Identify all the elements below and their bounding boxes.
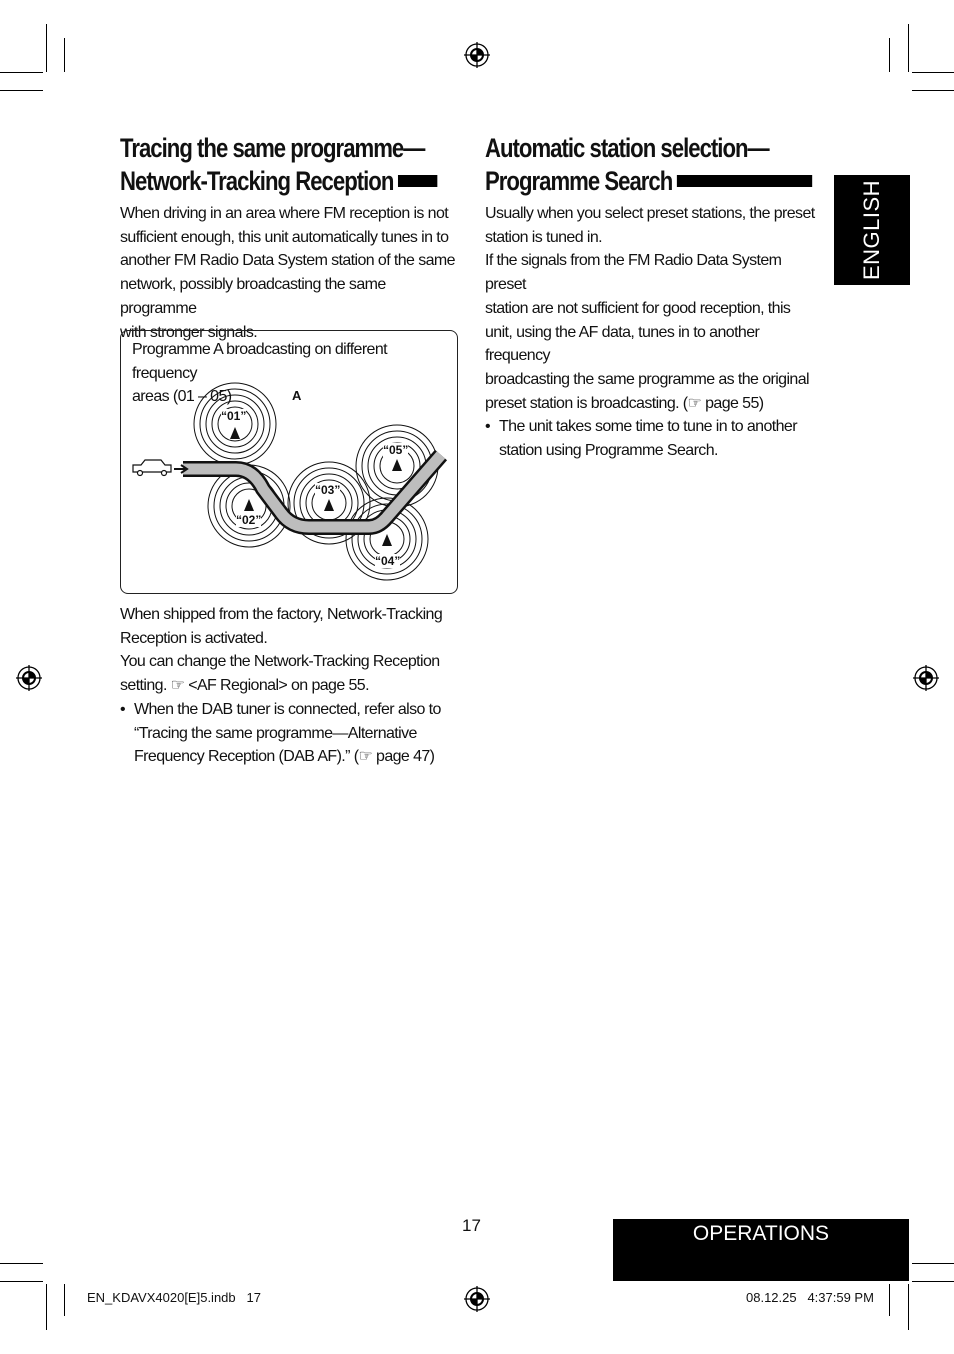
crop-mark (0, 72, 43, 73)
right-heading-line2: Programme Search (485, 166, 673, 196)
bullet-item (485, 415, 825, 462)
text-line: another FM Radio Data System station of the same (120, 252, 455, 270)
crop-mark (912, 90, 954, 91)
text-line: “Tracing the same programme—Alternative (134, 724, 417, 742)
crop-mark (46, 1284, 47, 1330)
text-line: station using Programme Search. (499, 442, 718, 460)
heading-bar (398, 175, 437, 187)
crop-mark (64, 38, 65, 72)
footer-file-info: EN_KDAVX4020[E]5.indb 17 (87, 1290, 261, 1305)
right-body (485, 202, 825, 463)
crop-mark (912, 1263, 954, 1264)
language-tab-label: ENGLISH (859, 179, 884, 281)
crop-mark (889, 1284, 890, 1316)
registration-mark-icon (16, 665, 42, 691)
section-tab-label: OPERATIONS (692, 1222, 830, 1245)
text-line: • The unit takes some time to tune in to another (499, 418, 797, 436)
left-heading (120, 132, 438, 198)
car-icon (133, 460, 171, 476)
station-label-04: “04” (375, 554, 401, 568)
text-line: network, possibly broadcasting the same programme (120, 276, 386, 317)
station-coverage-01 (194, 383, 276, 465)
right-heading-line1: Automatic station selection— (485, 133, 769, 163)
station-label-05: “05” (383, 443, 409, 457)
text-line: • When the DAB tuner is connected, refer also to (134, 700, 441, 718)
page-number: 17 (462, 1216, 481, 1235)
station-label-02: “02” (236, 513, 262, 527)
network-tracking-diagram (120, 330, 458, 594)
crop-mark (912, 72, 954, 73)
label-a: A (292, 388, 302, 403)
text-line: You can change the Network-Tracking Reception (120, 653, 440, 671)
text-line: station is tuned in. (485, 228, 602, 246)
text-line: When shipped from the factory, Network-Tracking (120, 606, 443, 623)
text-line: sufficient enough, this unit automatically tunes in to (120, 228, 449, 246)
crop-mark (0, 1263, 43, 1264)
text-line: Usually when you select preset stations, the preset (485, 205, 815, 222)
station-label-01: “01” (221, 409, 247, 423)
text-line: preset station is broadcasting. (☞ page 55) (485, 394, 764, 412)
heading-bar (677, 175, 812, 187)
footer-timestamp: 08.12.25 4:37:59 PM (746, 1290, 874, 1305)
text-line: station are not sufficient for good reception, this (485, 299, 791, 317)
text-line: unit, using the AF data, tunes in to another frequency (485, 323, 760, 365)
coverage-map (121, 331, 457, 593)
text-line: When driving in an area where FM reception is not (120, 205, 449, 222)
text-line: with stronger signals. (120, 323, 258, 341)
left-intro (120, 202, 460, 344)
left-heading-line2: Network-Tracking Reception (120, 166, 394, 196)
section-tab (613, 1219, 909, 1281)
text-line: areas (01 – 05) (132, 388, 232, 406)
crop-mark (64, 1284, 65, 1316)
text-line: If the signals from the FM Radio Data System preset (485, 252, 782, 294)
crop-mark (0, 90, 43, 91)
station-label-03: “03” (315, 483, 341, 497)
crop-mark (889, 38, 890, 72)
left-heading-line1: Tracing the same programme— (120, 133, 425, 163)
registration-mark-icon (913, 665, 939, 691)
text-line: setting. ☞ <AF Regional> on page 55. (120, 677, 369, 695)
left-after-text (120, 603, 460, 769)
crop-mark (912, 1281, 954, 1282)
text-line: Programme A broadcasting on different frequency (132, 341, 388, 382)
crop-mark (908, 24, 909, 72)
text-line: broadcasting the same programme as the original (485, 370, 809, 388)
crop-mark (0, 1281, 43, 1282)
registration-mark-icon (464, 1286, 490, 1312)
crop-mark (908, 1284, 909, 1330)
language-tab (834, 175, 910, 285)
text-line: Reception is activated. (120, 629, 268, 647)
text-line: Frequency Reception (DAB AF).” (☞ page 47) (134, 748, 435, 766)
bullet-item (120, 698, 460, 769)
right-heading (485, 132, 813, 198)
registration-mark-icon (464, 42, 490, 68)
crop-mark (46, 24, 47, 72)
